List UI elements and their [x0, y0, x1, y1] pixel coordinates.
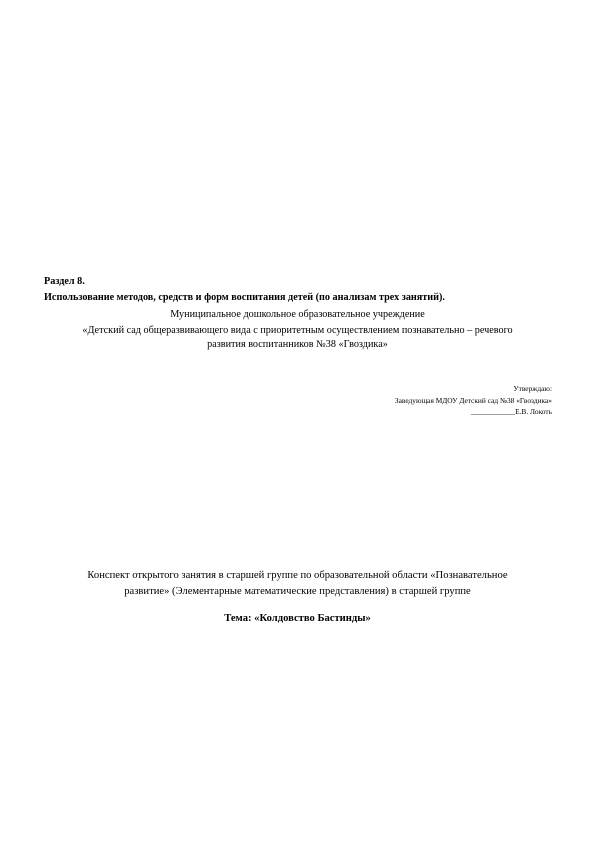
organization-name-line: развития воспитанников №38 «Гвоздика»: [207, 339, 388, 350]
approval-block: [395, 383, 552, 418]
lesson-topic: Тема: «Колдовство Бастинды»: [224, 613, 371, 624]
section-title: Использование методов, средств и форм воспитания детей (по анализам трех занятий).: [44, 292, 445, 303]
organization-name-line: «Детский сад общеразвивающего вида с приоритетным осуществлением познавательно – речевого: [82, 325, 513, 336]
approval-position: Заведующая МДОУ Детский сад №38 «Гвоздика»: [394, 395, 552, 405]
approval-heading: Утверждаю:: [513, 384, 552, 393]
approval-signature: ____________Е.В. Локоть: [470, 407, 552, 416]
lesson-summary-line: развитие» (Элементарные математические представления) в старшей группе: [124, 586, 471, 597]
lesson-summary-line: Конспект открытого занятия в старшей группе по образовательной области «Познавательное: [87, 570, 508, 581]
section-label: Раздел 8.: [44, 276, 85, 287]
organization-name-line: Муниципальное дошкольное образовательное учреждение: [170, 309, 425, 320]
